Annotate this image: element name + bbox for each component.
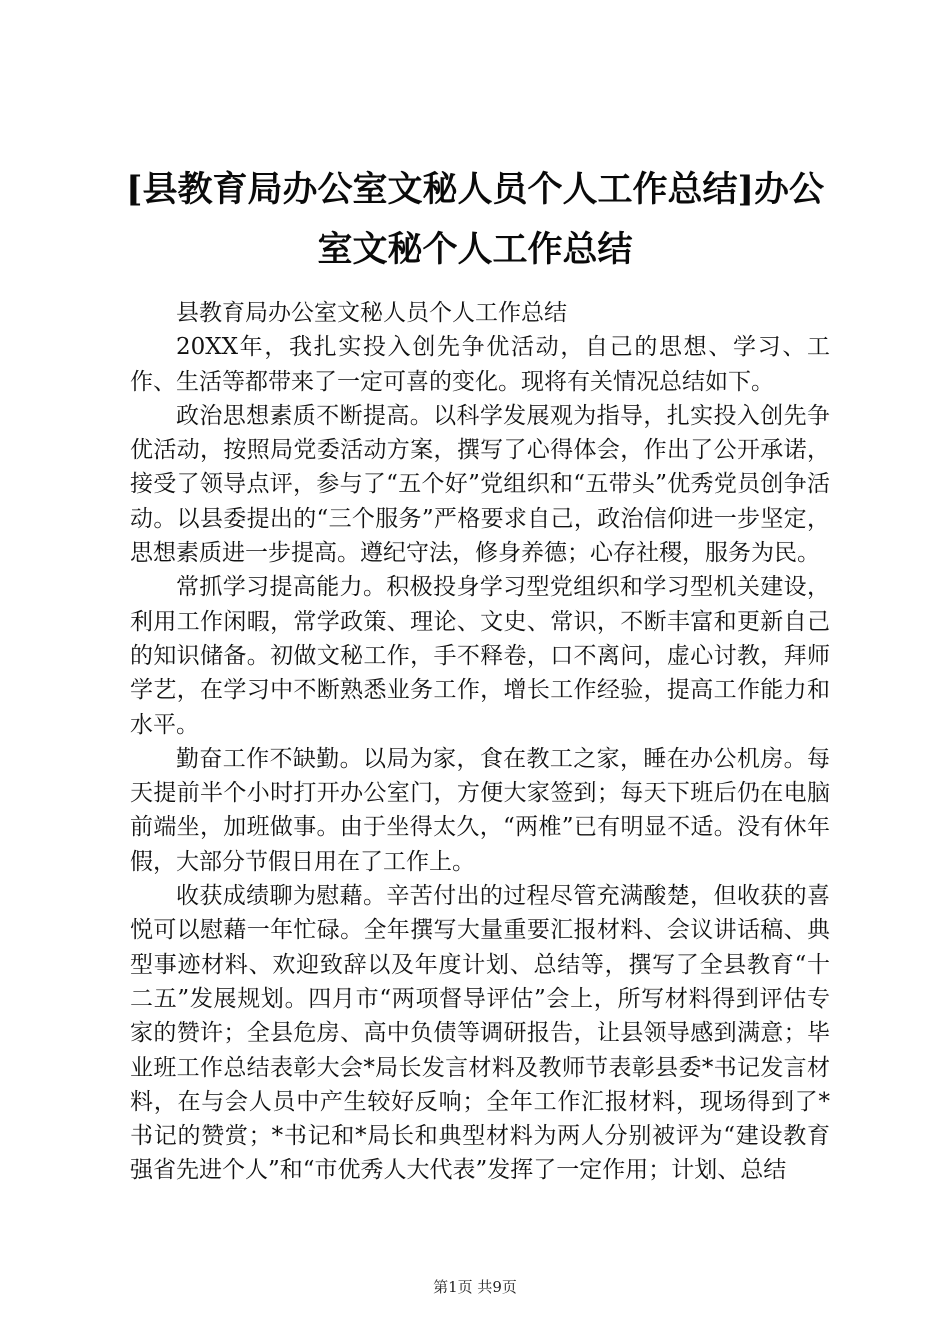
paragraph-diligence: 勤奋工作不缺勤。以局为家，食在教工之家，睡在办公机房。每天提前半个小时打开办公室门，方便大家签到；每天下班后仍在电脑前端坐，加班做事。由于坐得太久，“两椎”已有明显不适。没有休年假，大部分节假日用在了工作上。 [130,745,830,875]
paragraph-subtitle: 县教育局办公室文秘人员个人工作总结 [176,300,567,326]
paragraph-achievements: 收获成绩聊为慰藉。辛苦付出的过程尽管充满酸楚，但收获的喜悦可以慰藉一年忙碌。全年撰写大量重要汇报材料、会议讲话稿、典型事迹材料、欢迎致辞以及年度计划、总结等，撰写了全县教育“十二五”发展规划。四月市“两项督导评估”会上，所写材料得到评估专家的赞许；全县危房、高中负债等调研报告，让县领导感到满意；毕业班工作总结表彰大会*局长发言材料及教师节表彰县委*书记发言材料，在与会人员中产生较好反响；全年工作汇报材料，现场得到了*书记的赞赏；*书记和*局长和典型材料为两人分别被评为“建设教育强省先进个人”和“市优秀人大代表”发挥了一定作用；计划、总结 [130,883,831,1184]
document-title: [县教育局办公室文秘人员个人工作总结]办公室文秘个人工作总结 [125,169,825,270]
paragraph-study: 常抓学习提高能力。积极投身学习型党组织和学习型机关建设，利用工作闲暇，常学政策、理论、文史、常识，不断丰富和更新自己的知识储备。初做文秘工作，手不释卷，口不离问，虚心讨教，拜师学艺，在学习中不断熟悉业务工作，增长工作经验，提高工作能力和水平。 [130,574,830,738]
document-body [130,296,830,1188]
paragraph-political: 政治思想素质不断提高。以科学发展观为指导，扎实投入创先争优活动，按照局党委活动方案，撰写了心得体会，作出了公开承诺，接受了领导点评，参与了“五个好”党组织和“五带头”优秀党员创争活动。以县委提出的“三个服务”严格要求自己，政治信仰进一步坚定，思想素质进一步提高。遵纪守法，修身养德；心存社稷，服务为民。 [130,402,830,567]
page-footer: 第1页 共9页 [433,1278,517,1296]
paragraph-intro: 20XX年，我扎实投入创先争优活动，自己的思想、学习、工作、生活等都带来了一定可喜的变化。现将有关情况总结如下。 [130,334,830,395]
